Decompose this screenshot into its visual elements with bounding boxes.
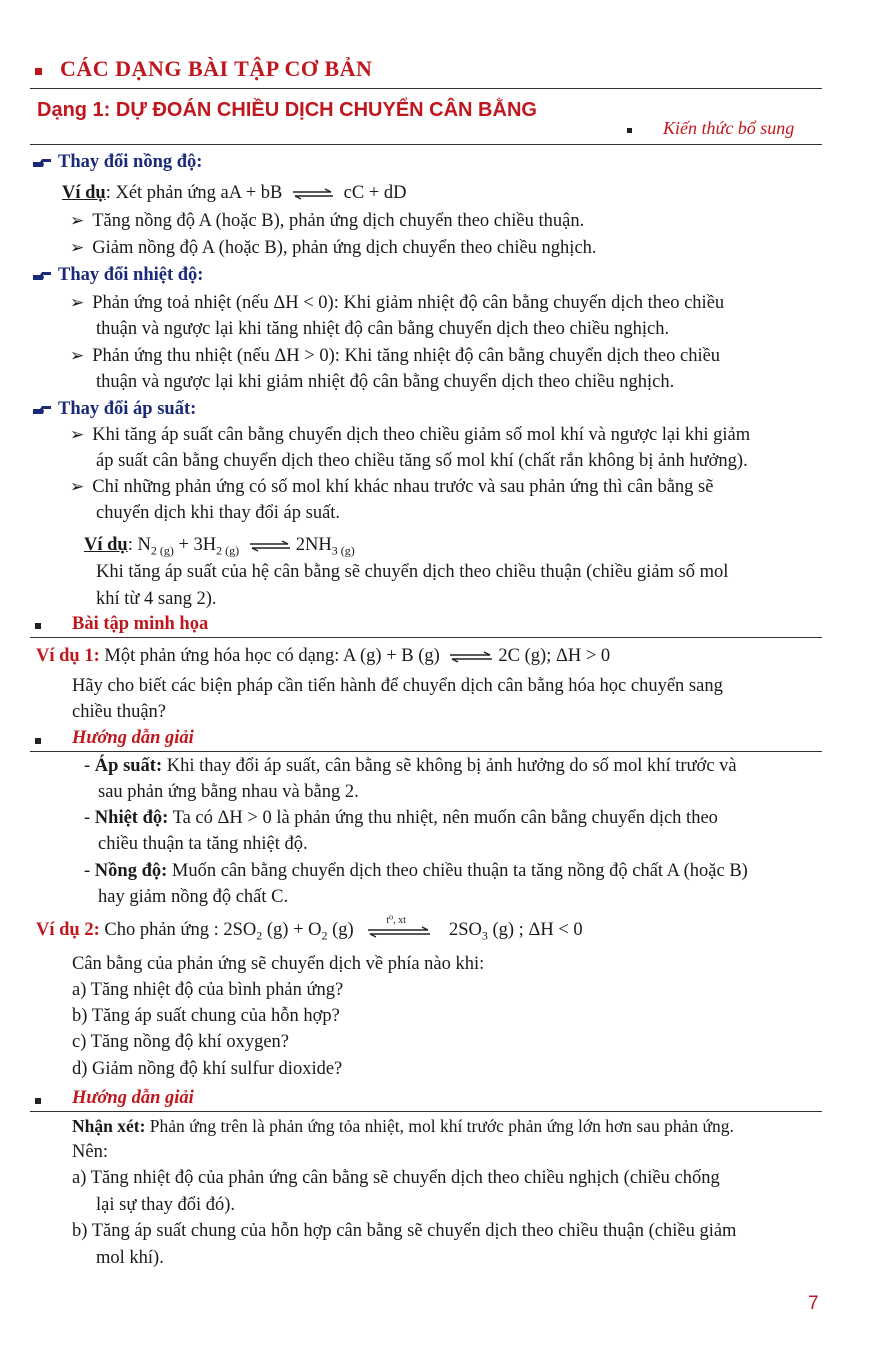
question-option: b) Tăng áp suất chung của hỗn hợp?	[72, 1006, 340, 1026]
answer-item-cont: mol khí).	[96, 1248, 164, 1268]
list-item: ➢ Phản ứng toả nhiệt (nếu ΔH < 0): Khi giảm nhiệt độ cân bằng chuyển dịch theo chiều	[70, 293, 725, 313]
divider	[30, 144, 822, 145]
explanation: khí từ 4 sang 2).	[96, 589, 217, 609]
question: Cân bằng của phản ứng sẽ chuyển dịch về phía nào khi:	[72, 954, 485, 974]
question-option: d) Giảm nồng độ khí sulfur dioxide?	[72, 1059, 343, 1079]
equilibrium-arrow-icon	[248, 540, 292, 552]
answer-item: - Nhiệt độ: Ta có ΔH > 0 là phản ứng thu nhiệt, nên muốn cân bằng chuyển dịch theo	[84, 808, 718, 828]
list-item-cont: áp suất cân bằng chuyển dịch theo chiều tăng số mol khí (chất rắn không bị ảnh hưởng).	[96, 451, 748, 471]
question-option: a) Tăng nhiệt độ của bình phản ứng?	[72, 980, 344, 1000]
answer-item: a) Tăng nhiệt độ của phản ứng cân bằng sẽ chuyển dịch theo chiều nghịch (chiều chống	[72, 1168, 720, 1188]
divider	[30, 751, 822, 752]
list-item: ➢ Chỉ những phản ứng có số mol khí khác nhau trước và sau phản ứng thì cân bằng sẽ	[70, 477, 714, 497]
page-number: 7	[808, 1293, 819, 1314]
answer-item-cont: lại sự thay đổi đó).	[96, 1195, 235, 1215]
solution-heading: Hướng dẫn giải	[72, 1088, 194, 1108]
list-item-cont: thuận và ngược lại khi tăng nhiệt độ cân bằng chuyển dịch theo chiều nghịch.	[96, 319, 670, 339]
arrow-bullet-icon: ➢	[70, 477, 85, 496]
square-bullet-icon	[35, 623, 41, 629]
section-pressure	[32, 397, 196, 421]
list-item: ➢ Khi tăng áp suất cân bằng chuyển dịch theo chiều giảm số mol khí và ngược lại khi giảm	[70, 425, 751, 445]
list-item: ➢ Phản ứng thu nhiệt (nếu ΔH > 0): Khi tăng nhiệt độ cân bằng chuyển dịch theo chiều	[70, 346, 721, 366]
equilibrium-arrow-icon	[448, 651, 494, 663]
arrow-bullet-icon: ➢	[70, 425, 85, 444]
question-option: c) Tăng nồng độ khí oxygen?	[72, 1032, 289, 1052]
divider	[30, 1111, 822, 1112]
section-temperature	[32, 263, 203, 287]
section-title: Thay đổi áp suất:	[58, 399, 197, 419]
dang1-title: Dạng 1: DỰ ĐOÁN CHIỀU DỊCH CHUYỂN CÂN BẰNG	[37, 99, 537, 121]
divider	[30, 88, 822, 89]
example-2: Ví dụ 2: Cho phản ứng : $2SO_2$ $(g) + O_2$ (g) t⁰, xt $2SO_3$ (g) ; ΔH < 0	[36, 918, 583, 942]
kienthuc-bullet	[627, 128, 632, 133]
arrow-bullet-icon: ➢	[70, 211, 85, 230]
reaction-condition: t⁰, xt	[386, 914, 406, 926]
question: chiều thuận?	[72, 702, 166, 722]
section-concentration	[32, 150, 202, 174]
answer-item: - Áp suất: Khi thay đổi áp suất, cân bằng sẽ không bị ảnh hưởng do số mol khí trước và	[84, 756, 737, 776]
remark: Nhận xét: Phản ứng trên là phản ứng tỏa nhiệt, mol khí trước phản ứng lớn hơn sau phản ứng.	[72, 1116, 734, 1136]
kienthuc-label: Kiến thức bổ sung	[663, 118, 795, 138]
remark-cont: Nên:	[72, 1142, 108, 1162]
square-bullet-icon	[35, 1098, 41, 1104]
answer-item-cont: hay giảm nồng độ chất C.	[98, 887, 289, 907]
pointing-hand-icon	[32, 157, 52, 169]
solution-heading: Hướng dẫn giải	[72, 728, 194, 748]
explanation: Khi tăng áp suất của hệ cân bằng sẽ chuyển dịch theo chiều thuận (chiều giảm số mol	[96, 562, 729, 582]
section-title: Thay đổi nồng độ:	[58, 152, 203, 172]
equilibrium-arrow-icon	[366, 926, 432, 938]
heading-bullet	[35, 68, 42, 75]
question: Hãy cho biết các biện pháp cần tiến hành để chuyển dịch cân bằng hóa học chuyển sang	[72, 676, 723, 696]
exercise-heading: Bài tập minh họa	[72, 614, 209, 634]
pointing-hand-icon	[32, 270, 52, 282]
main-heading: CÁC DẠNG BÀI TẬP CƠ BẢN	[60, 56, 373, 81]
example-1: Ví dụ 1: Một phản ứng hóa học có dạng: A (g) + B (g) 2C (g); ΔH > 0	[36, 646, 611, 666]
section-title: Thay đổi nhiệt độ:	[58, 265, 204, 285]
list-item-cont: thuận và ngược lại khi giảm nhiệt độ cân bằng chuyển dịch theo chiều nghịch.	[96, 372, 675, 392]
divider	[30, 637, 822, 638]
answer-item-cont: sau phản ứng bằng nhau và bằng 2.	[98, 782, 359, 802]
answer-item: b) Tăng áp suất chung của hỗn hợp cân bằng sẽ chuyển dịch theo chiều thuận (chiều giảm	[72, 1221, 737, 1241]
list-item: ➢ Giảm nồng độ A (hoặc B), phản ứng dịch chuyển theo chiều nghịch.	[70, 238, 597, 258]
answer-item: - Nồng độ: Muốn cân bằng chuyển dịch theo chiều thuận ta tăng nồng độ chất A (hoặc B)	[84, 861, 748, 881]
example-line: Ví dụ: Xét phản ứng aA + bB cC + dD	[62, 183, 407, 203]
arrow-bullet-icon: ➢	[70, 238, 85, 257]
arrow-bullet-icon: ➢	[70, 293, 85, 312]
equilibrium-arrow-icon	[291, 188, 335, 200]
answer-item-cont: chiều thuận ta tăng nhiệt độ.	[98, 834, 308, 854]
pointing-hand-icon	[32, 404, 52, 416]
list-item: ➢ Tăng nồng độ A (hoặc B), phản ứng dịch chuyển theo chiều thuận.	[70, 211, 585, 231]
square-bullet-icon	[35, 738, 41, 744]
list-item-cont: chuyển dịch khi thay đổi áp suất.	[96, 503, 341, 523]
example-line: Ví dụ: $N_{2 (g)} + 3H_{2 (g)}$ $2NH_{3 (g)}$	[84, 535, 355, 558]
arrow-bullet-icon: ➢	[70, 346, 85, 365]
